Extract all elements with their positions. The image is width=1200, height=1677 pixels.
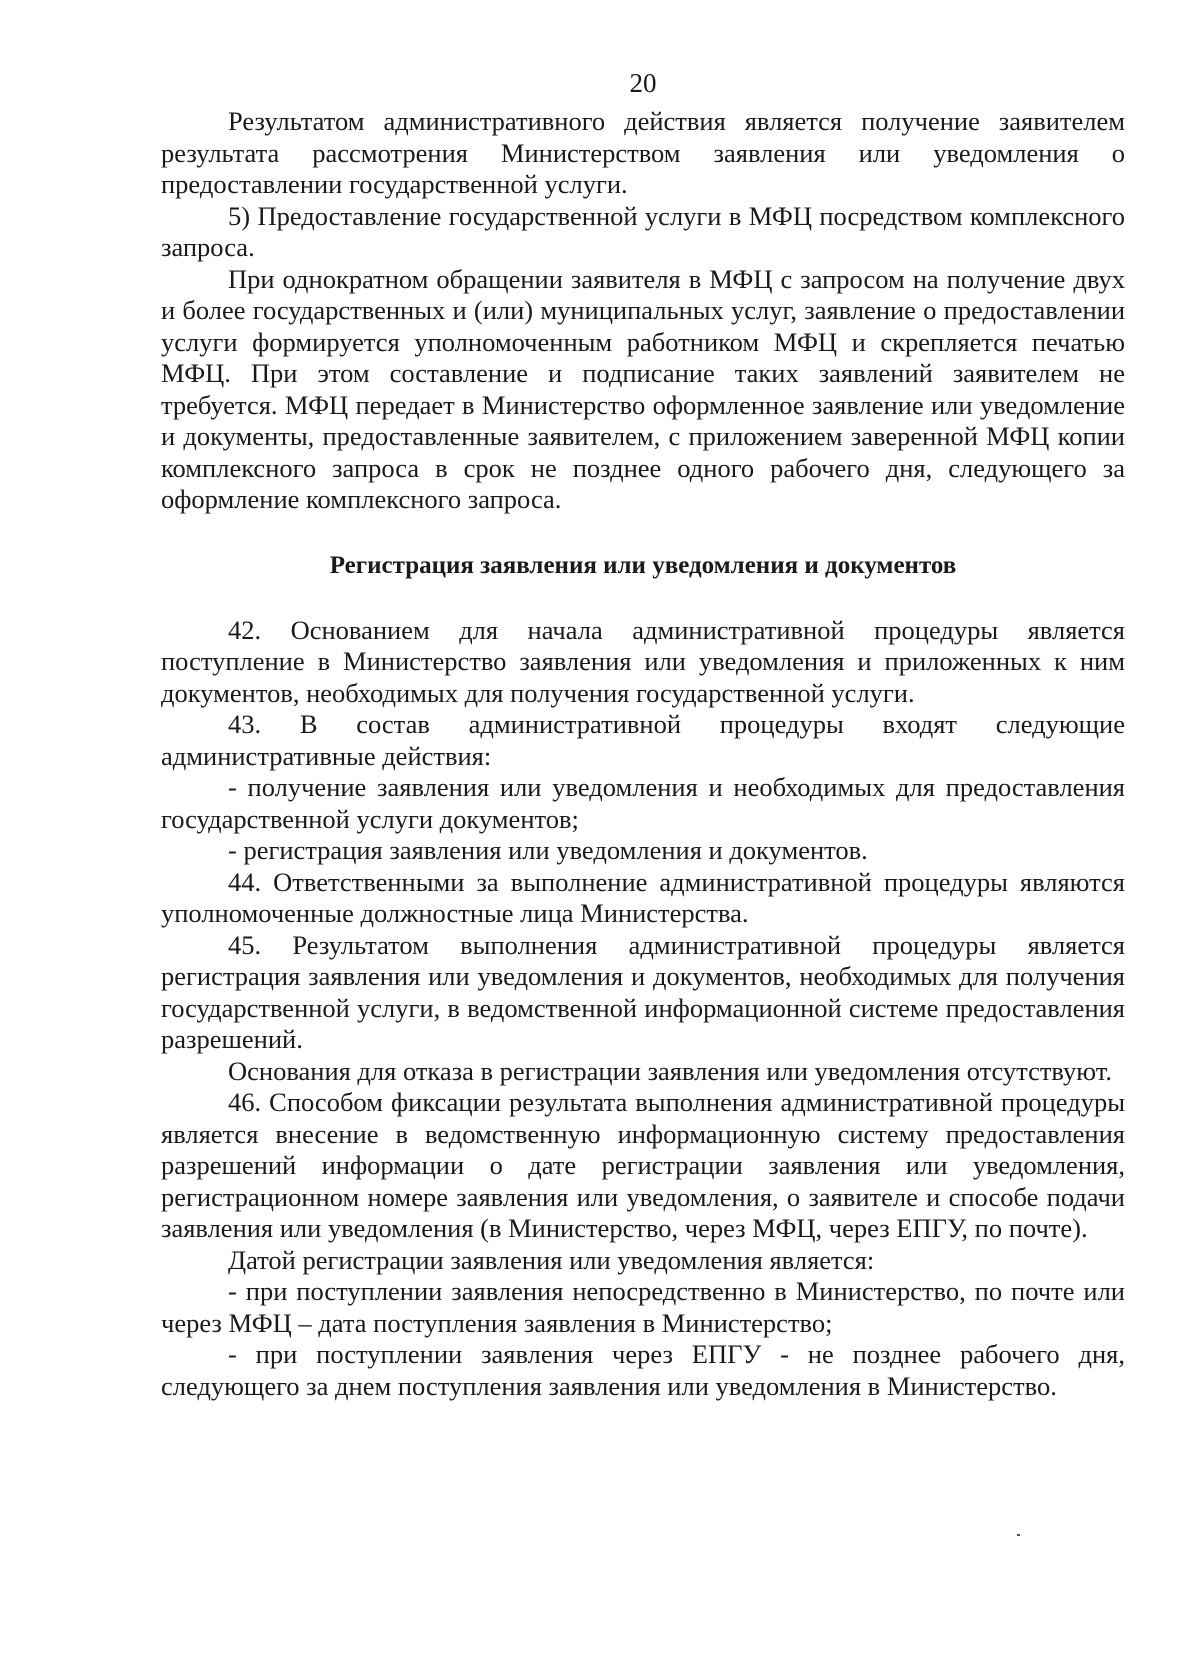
page-number: 20: [629, 68, 657, 98]
paragraph-46: 46. Способом фиксации результата выполнения административной процедуры является внесение в ведомственную информационную систему предоставления разрешений информации о дате регистрации заявления или уведомления, регистрационном номере заявления или уведомления, о заявителе и способе подачи заявления или уведомления (в Министерство, через МФЦ, через ЕПГУ, по почте).: [161, 1087, 1125, 1243]
paragraph-43: 43. В состав административной процедуры входят следующие административные действия:: [161, 709, 1125, 771]
list-item-receipt: - получение заявления или уведомления и необходимых для предоставления государственной услуги документов;: [161, 772, 1125, 834]
paragraph-single-appeal: При однократном обращении заявителя в МФЦ с запросом на получение двух и более государственных и (или) муниципальных услуг, заявление о предоставлении услуги формируется уполномоченным работником МФЦ и скрепляется печатью МФЦ. При этом составление и подписание таких заявлений заявителем не требуется. МФЦ передает в Министерство оформленное заявление или уведомление и документы, предоставленные заявителем, с приложением заверенной МФЦ копии комплексного запроса в срок не позднее одного рабочего дня, следующего за оформление комплексного запроса.: [161, 263, 1125, 514]
paragraph-45: 45. Результатом выполнения административной процедуры является регистрация заявления или уведомления и документов, необходимых для получения государственной услуги, в ведомственной информационной системе предоставления разрешений.: [161, 929, 1125, 1054]
paragraph-registration-date: Датой регистрации заявления или уведомления является:: [228, 1244, 875, 1275]
section-heading: Регистрация заявления или уведомления и документов: [329, 551, 957, 579]
document-page: [161, 66, 1125, 1402]
list-item-direct-submission: - при поступлении заявления непосредственно в Министерство, по почте или через МФЦ – дата поступления заявления в Министерство;: [161, 1276, 1125, 1338]
paragraph-no-refusal: Основания для отказа в регистрации заявления или уведомления отсутствуют.: [228, 1055, 1112, 1086]
list-item-registration: - регистрация заявления или уведомления и документов.: [228, 835, 868, 865]
scan-speck: [1017, 1534, 1020, 1536]
paragraph-42: 42. Основанием для начала административной процедуры является поступление в Министерство заявления или уведомления и приложенных к ним документов, необходимых для получения государственной услуги.: [161, 614, 1125, 708]
paragraph-mfc-complex-request: 5) Предоставление государственной услуги в МФЦ посредством комплексного запроса.: [161, 200, 1125, 262]
paragraph-result-action: Результатом административного действия является получение заявителем результата рассмотрения Министерством заявления или уведомления о предоставлении государственной услуги.: [161, 106, 1125, 199]
list-item-epgu-submission: - при поступлении заявления через ЕПГУ - не позднее рабочего дня, следующего за днем поступления заявления или уведомления в Министерство.: [161, 1339, 1125, 1401]
paragraph-44: 44. Ответственными за выполнение административной процедуры являются уполномоченные должностные лица Министерства.: [161, 866, 1125, 928]
